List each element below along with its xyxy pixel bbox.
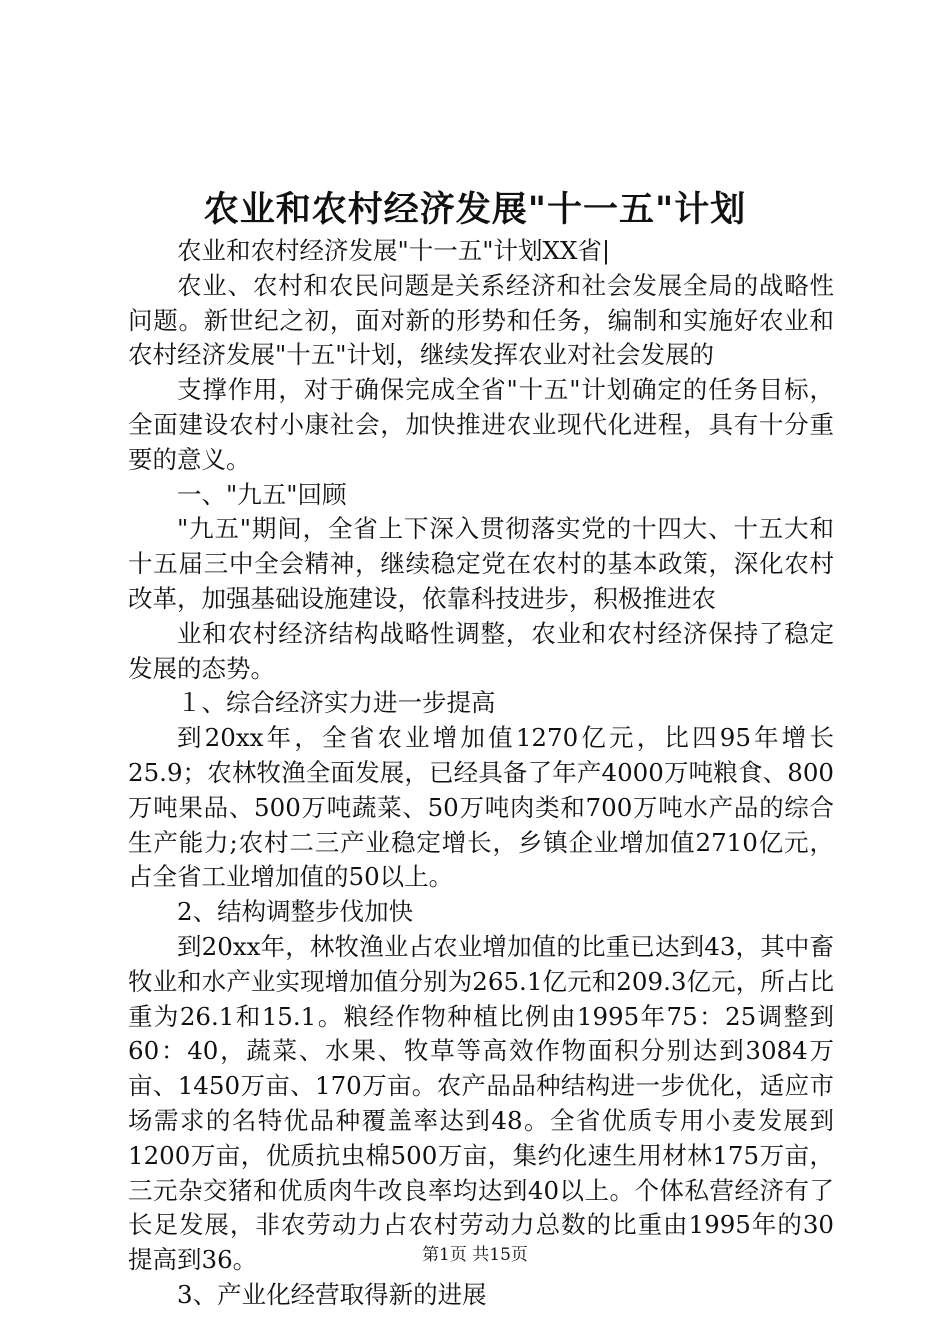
page-footer: 第1页 共15页 <box>422 1245 528 1265</box>
paragraph: 农业和农村经济发展"十一五"计划XX省| <box>177 236 611 265</box>
section-heading: 一、"九五"回顾 <box>177 479 347 509</box>
paragraph: 到20xx年，林牧渔业占农业增加值的比重已达到43，其中畜牧业和水产业实现增加值分别为265.1亿元和209.3亿元，所占比重为26.1和15.1。粮经作物种植比例由1995年75：25调整到60：40，蔬菜、水果、牧草等高效作物面积分别达到3084万亩、1450万亩、170万亩。农产品品种结构进一步优化，适应市场需求的名特优品种覆盖率达到48。全省优质专用小麦发展到1200万亩，优质抗虫棉500万亩，集约化速生用材林175万亩，三元杂交猪和优质肉牛改良率均达到40以上。个体私营经济有了长足发展，非农劳动力占农村劳动力总数的比重由1995年的30提高到36。 <box>128 931 834 1275</box>
paragraph: 农业、农村和农民问题是关系经济和社会发展全局的战略性问题。新世纪之初，面对新的形势和任务，编制和实施好农业和农村经济发展"十五"计划，继续发挥农业对社会发展的 <box>128 270 834 370</box>
page-title: 农业和农村经济发展"十一五"计划 <box>203 189 747 230</box>
paragraph: 支撑作用，对于确保完成全省"十五"计划确定的任务目标，全面建设农村小康社会，加快推进农业现代化进程，具有十分重要的意义。 <box>128 375 834 474</box>
paragraph: "九五"期间，全省上下深入贯彻落实党的十四大、十五大和十五届三中全会精神，继续稳定党在农村的基本政策，深化农村改革，加强基础设施建设，依靠科技进步，积极推进农 <box>128 514 834 613</box>
subsection-heading: １、综合经济实力进一步提高 <box>177 688 496 718</box>
subsection-heading: 3、产业化经营取得新的进展 <box>177 1279 487 1309</box>
document-body <box>128 234 834 1313</box>
subsection-heading: 2、结构调整步伐加快 <box>177 897 414 927</box>
paragraph: 业和农村经济结构战略性调整，农业和农村经济保持了稳定发展的态势。 <box>128 618 834 683</box>
paragraph: 到20xx年，全省农业增加值1270亿元，比四95年增长25.9；农林牧渔全面发展，已经具备了年产4000万吨粮食、800万吨果品、500万吨蔬菜、50万吨肉类和700万吨水产品的综合生产能力;农村二三产业稳定增长，乡镇企业增加值2710亿元，占全省工业增加值的50以上。 <box>128 723 834 892</box>
